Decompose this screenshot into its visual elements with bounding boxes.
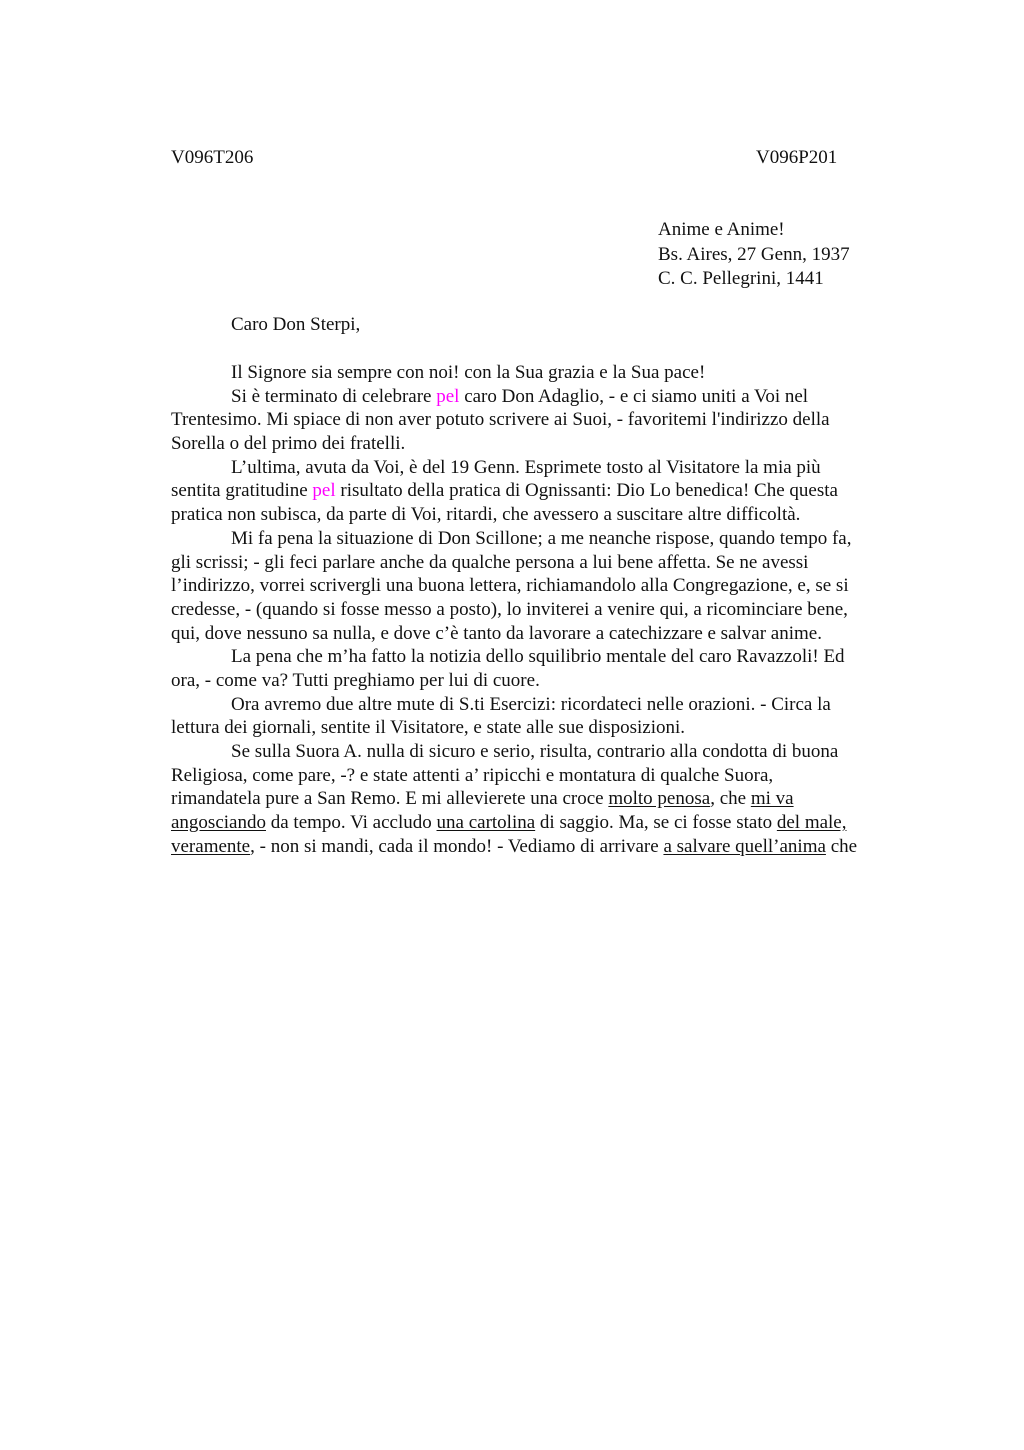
highlighted-word: pel [312,480,336,502]
underlined-phrase: una cartolina [436,812,536,834]
text-run: risultato della pratica di Ognissanti: Dio Lo benedica! Che questa [335,480,838,502]
body-line [171,669,921,693]
body-line [171,645,921,669]
underlined-phrase: veramente [171,835,251,857]
body-line [171,693,921,717]
body-line [171,503,921,527]
underlined-phrase: del male, [776,812,847,834]
text-run: L’ultima, avuta da Voi, è del 19 Genn. Esprimete tosto al Visitatore la mia più [231,456,821,478]
body-line [171,479,921,503]
text-run: Si è terminato di celebrare [231,385,437,407]
body-line [171,432,921,456]
text-run: credesse, - (quando si fosse messo a posto), lo inviterei a venire qui, a ricominciare bene, [171,598,848,620]
text-run: che [825,835,858,857]
body-line [171,835,921,859]
body-line [171,740,921,764]
body-line [171,361,921,385]
underlined-phrase: a salvare quell’anima [663,835,826,857]
text-run: Mi fa pena la situazione di Don Scillone; a me neanche rispose, quando tempo fa, [231,527,852,549]
place-date: Bs. Aires, 27 Genn, 1937 [658,243,850,265]
letter-heading [658,218,850,292]
body-line [171,716,921,740]
text-run: Trentesimo. Mi spiace di non aver potuto scrivere ai Suoi, - favoritemi l'indirizzo della [171,409,830,431]
text-run: Il Signore sia sempre con noi! con la Sua grazia e la Sua pace! [231,362,706,383]
motto: Anime e Anime! [658,219,785,240]
body-line [171,385,921,409]
body-line [171,408,921,432]
letter-body [171,361,921,858]
body-line [171,456,921,480]
text-run: rimandatela pure a San Remo. E mi allevierete una croce [171,788,609,810]
body-line [171,622,921,646]
text-run: Sorella o del primo dei fratelli. [171,433,406,455]
underlined-phrase: angosciando [171,812,266,834]
text-run: La pena che m’ha fatto la notizia dello squilibrio mentale del caro Ravazzoli! Ed [231,646,845,668]
body-line [171,527,921,551]
document-code-right: V096P201 [756,147,838,168]
body-line [171,551,921,575]
salutation: Caro Don Sterpi, [231,314,361,335]
address: C. C. Pellegrini, 1441 [658,268,824,289]
body-line [171,811,921,835]
underlined-phrase: molto penosa [608,788,711,810]
text-run: , che [710,788,751,810]
body-line [171,787,921,811]
text-run: da tempo. Vi accludo [265,812,437,834]
highlighted-word: pel [436,385,460,407]
text-run: , - non si mandi, cada il mondo! - Vediamo di arrivare [250,835,664,857]
text-run: di saggio. Ma, se ci fosse stato [535,812,777,834]
text-run: gli scrissi; - gli feci parlare anche da qualche persona a lui bene affetta. Se ne avessi [171,551,809,573]
text-run: pratica non subisca, da parte di Voi, ritardi, che avessero a suscitare altre difficoltà. [171,504,801,526]
text-run: ora, - come va? Tutti preghiamo per lui di cuore. [171,669,540,691]
text-run: caro Don Adaglio, - e ci siamo uniti a Voi nel [459,385,809,407]
text-run: qui, dove nessuno sa nulla, e dove c’è tanto da lavorare a catechizzare e salvar anime. [171,622,822,644]
body-line [171,598,921,622]
text-run: lettura dei giornali, sentite il Visitatore, e state alle sue disposizioni. [171,717,686,739]
text-run: sentita gratitudine [171,480,313,502]
text-run: Ora avremo due altre mute di S.ti Esercizi: ricordateci nelle orazioni. - Circa la [231,693,831,715]
document-code-left: V096T206 [171,147,254,168]
body-line [171,574,921,598]
body-line [171,764,921,788]
text-run: Se sulla Suora A. nulla di sicuro e serio, risulta, contrario alla condotta di buona [231,741,839,762]
text-run: Religiosa, come pare, -? e state attenti a’ ripicchi e montatura di qualche Suora, [171,764,774,786]
underlined-phrase: mi va [750,788,794,810]
text-run: l’indirizzo, vorrei scrivergli una buona lettera, richiamandolo alla Congregazione, e, se si [171,575,849,597]
